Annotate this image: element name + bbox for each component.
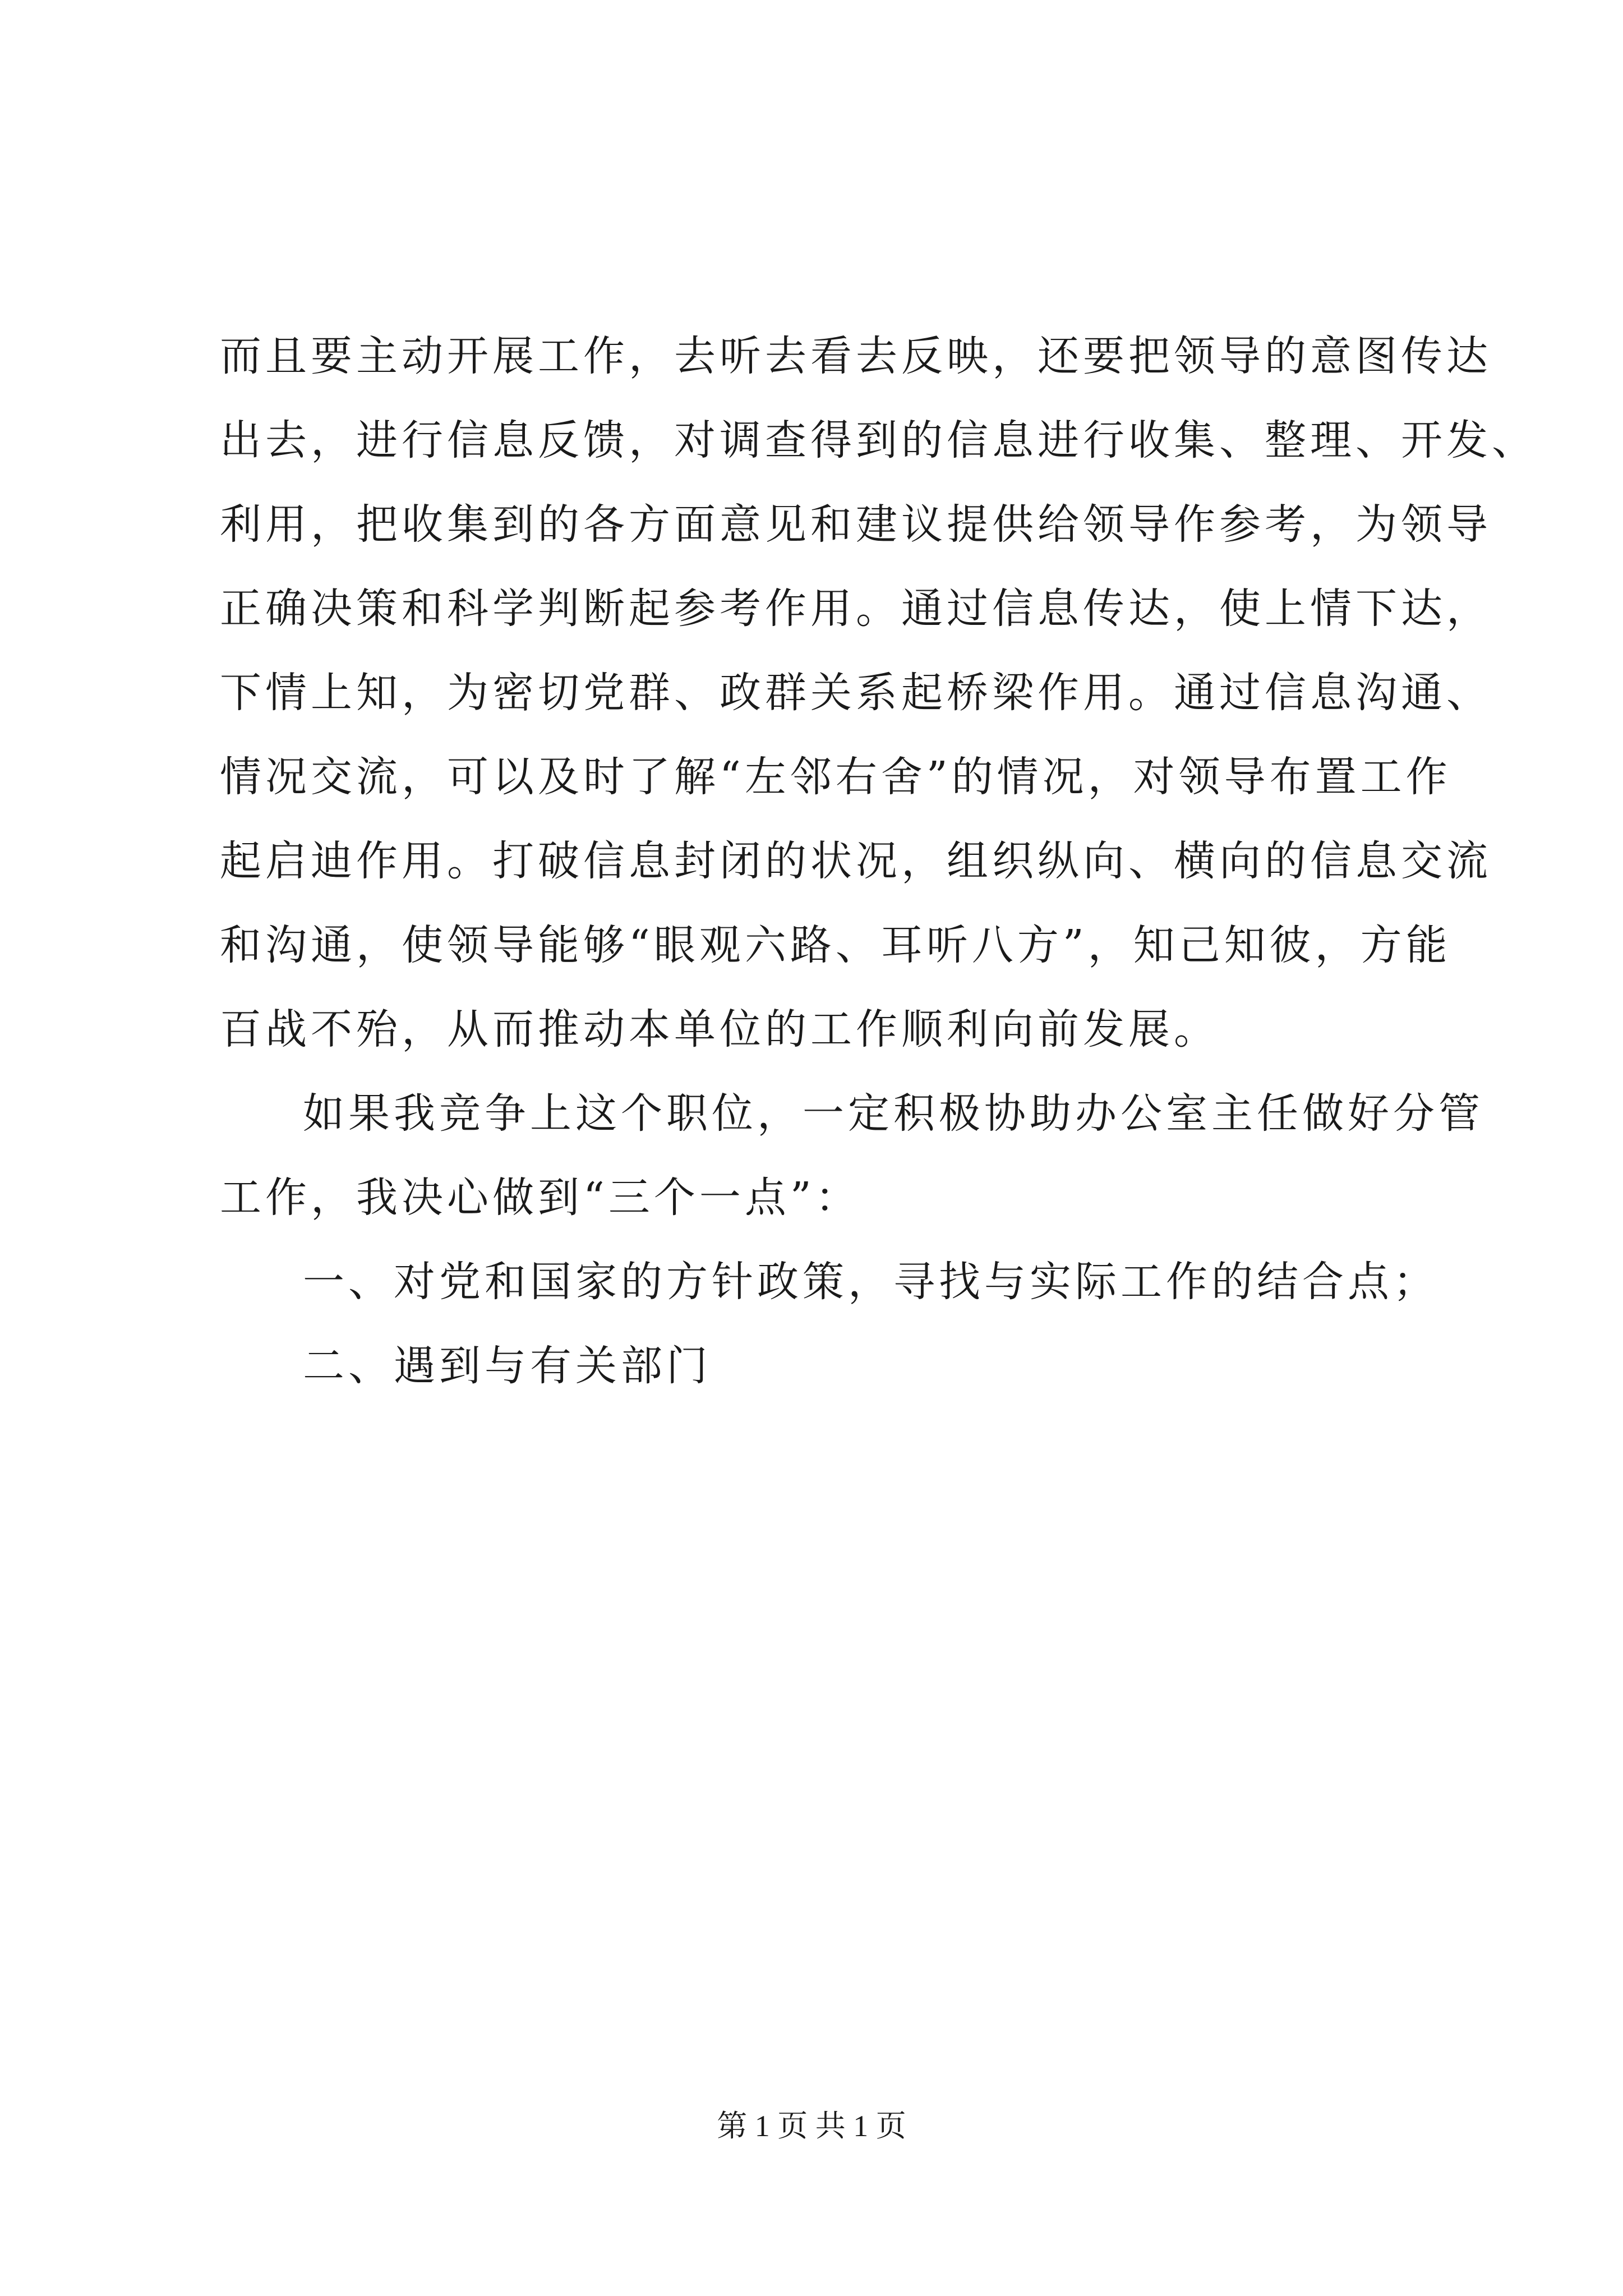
list-item: 一、对党和国家的方针政策，寻找与实际工作的结合点； <box>303 1258 1438 1306</box>
body-text-line: 工作，我决心做到“三个一点”： <box>220 1174 861 1222</box>
body-text-line: 如果我竞争上这个职位，一定积极协助办公室主任做好分管 <box>303 1089 1484 1138</box>
body-text-line: 百战不殆，从而推动本单位的工作顺利向前发展。 <box>220 1005 1219 1053</box>
body-text-line: 和沟通，使领导能够“眼观六路、耳听八方”，知己知彼，方能 <box>220 921 1451 969</box>
body-text-line: 情况交流，可以及时了解“左邻右舍”的情况，对领导布置工作 <box>220 753 1451 801</box>
body-text-line: 出去，进行信息反馈，对调查得到的信息进行收集、整理、开发、 <box>220 416 1537 464</box>
body-text-line: 下情上知，为密切党群、政群关系起桥梁作用。通过信息沟通、 <box>220 669 1492 717</box>
body-text-line: 正确决策和科学判断起参考作用。通过信息传达，使上情下达， <box>220 585 1492 633</box>
body-text-line: 起启迪作用。打破信息封闭的状况，组织纵向、横向的信息交流 <box>220 837 1492 885</box>
document-body <box>220 314 1537 1408</box>
page-footer: 第 1 页 共 1 页 <box>717 2109 906 2143</box>
body-text-line: 而且要主动开展工作，去听去看去反映，还要把领导的意图传达 <box>220 332 1492 380</box>
list-item: 二、遇到与有关部门 <box>303 1342 712 1390</box>
body-text-line: 利用，把收集到的各方面意见和建议提供给领导作参考，为领导 <box>220 500 1492 549</box>
